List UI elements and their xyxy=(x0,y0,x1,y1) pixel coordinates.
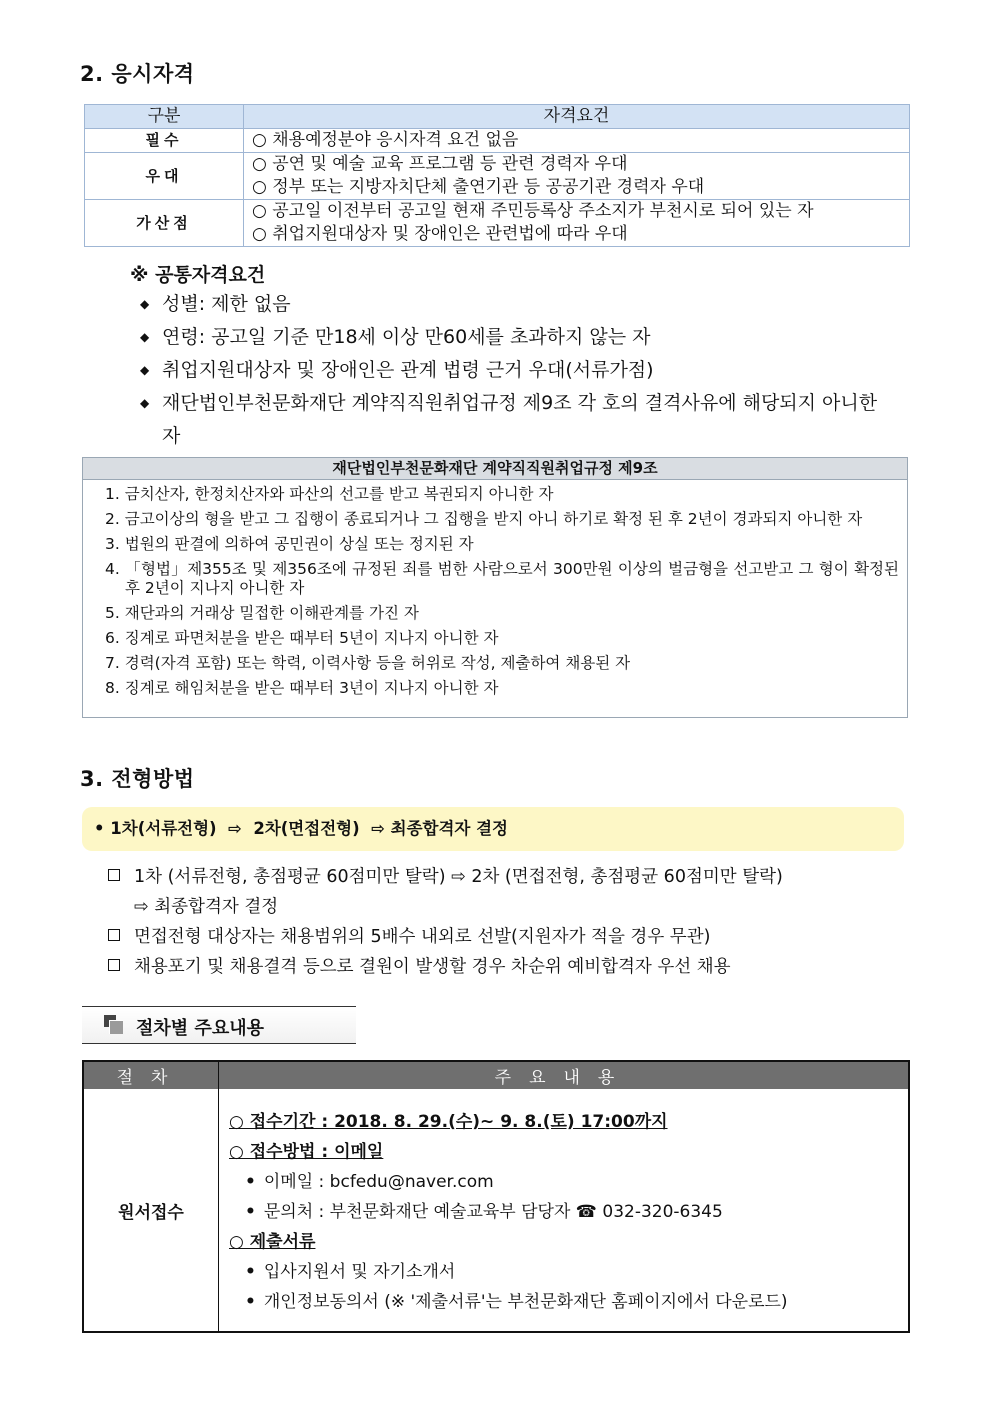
procedure-header xyxy=(82,1006,356,1044)
checkbox-square-icon xyxy=(108,929,120,941)
content-cell xyxy=(219,1089,910,1332)
list-item-text: 연령: 공고일 기준 만18세 이상 만60세를 초과하지 않는 자 xyxy=(162,326,651,348)
requirement-cell xyxy=(244,153,910,200)
stacked-squares-icon xyxy=(104,1015,122,1033)
diamond-bullet-icon: ◆ xyxy=(140,297,150,311)
step-cell: 원서접수 xyxy=(83,1089,219,1332)
note-item xyxy=(108,862,868,892)
requirement-line: ○ 공고일 이전부터 공고일 현재 주민등록상 주소지가 부천시로 되어 있는 자 xyxy=(252,201,814,221)
note-item xyxy=(108,922,868,952)
selection-notes xyxy=(108,862,868,982)
procedure-title: 절차별 주요내용 xyxy=(136,1018,264,1039)
procedure-table xyxy=(82,1060,910,1333)
qualification-row-preferred xyxy=(85,153,910,200)
requirement-cell xyxy=(244,200,910,247)
regulation-list xyxy=(83,480,907,701)
requirement-cell xyxy=(244,129,910,153)
application-method: ○ 접수방법 : 이메일 xyxy=(229,1142,384,1162)
checkbox-square-icon xyxy=(108,959,120,971)
diamond-bullet-icon: ◆ xyxy=(140,330,150,344)
application-period: ○ 접수기간 : 2018. 8. 29.(수)~ 9. 8.(토) 17:00까지 xyxy=(229,1112,668,1132)
category-cell: 가산점 xyxy=(85,200,244,247)
document-text: 개인정보동의서 (※ '제출서류'는 부천문화재단 홈페이지에서 다운로드) xyxy=(263,1292,788,1312)
header-step: 절차 xyxy=(83,1061,219,1089)
header-content: 주요내용 xyxy=(219,1061,910,1089)
procedure-header-row xyxy=(83,1061,909,1089)
requirement-line: ○ 취업지원대상자 및 장애인은 관련법에 따라 우대 xyxy=(252,224,628,244)
regulation-item: 2. 금고이상의 형을 받고 그 집행이 종료되거나 그 집행을 받지 아니 하기로 확정 된 후 2년이 경과되지 아니한 자 xyxy=(105,510,863,528)
regulation-title: 재단법인부천문화재단 계약직직원취업규정 제9조 xyxy=(83,458,907,480)
section2-title: 2. 응시자격 xyxy=(80,62,195,86)
common-requirements-title: ※ 공통자격요건 xyxy=(130,264,266,286)
requirement-line: ○ 공연 및 예술 교육 프로그램 등 관련 경력자 우대 xyxy=(252,154,628,174)
list-item xyxy=(140,354,900,387)
requirement-line: ○ 채용예정분야 응시자격 요건 없음 xyxy=(252,130,519,150)
selection-flow-text: • 1차(서류전형) ⇨ 2차(면접전형) ⇨ 최종합격자 결정 xyxy=(94,819,508,838)
regulation-item: 1. 금치산자, 한정치산자와 파산의 선고를 받고 복권되지 아니한 자 xyxy=(105,485,554,503)
list-item xyxy=(140,321,900,354)
requirement-line: ○ 정부 또는 지방자치단체 출연기관 등 공공기관 경력자 우대 xyxy=(252,177,705,197)
category-cell: 우대 xyxy=(85,153,244,200)
document-text: 입사지원서 및 자기소개서 xyxy=(263,1262,456,1282)
qualification-row-bonus xyxy=(85,200,910,247)
document-item: • 입사지원서 및 자기소개서 xyxy=(245,1262,456,1282)
regulation-item: 4. 「형법」제355조 및 제356조에 규정된 죄를 범한 사람으로서 300만원 이상의 벌금형을 선고받고 그 형이 확정된 후 2년이 지나지 아니한 자 xyxy=(105,560,899,597)
document-item: • 개인정보동의서 (※ '제출서류'는 부천문화재단 홈페이지에서 다운로드) xyxy=(245,1292,788,1312)
regulation-box xyxy=(82,457,908,718)
category-cell: 필수 xyxy=(85,129,244,153)
qualification-table xyxy=(84,104,910,247)
qualification-row-required xyxy=(85,129,910,153)
note-text: ⇨ 최종합격자 결정 xyxy=(134,897,279,917)
list-item-text: 재단법인부천문화재단 계약직직원취업규정 제9조 각 호의 결격사유에 해당되지 아니한 자 xyxy=(162,392,878,447)
section3-title: 3. 전형방법 xyxy=(80,767,195,791)
header-category: 구분 xyxy=(85,105,244,129)
note-item-continued xyxy=(108,892,868,922)
regulation-item: 8. 징계로 해임처분을 받은 때부터 3년이 지나지 아니한 자 xyxy=(105,679,499,697)
qualification-header-row xyxy=(85,105,910,129)
regulation-item: 5. 재단과의 거래상 밀접한 이해관계를 가진 자 xyxy=(105,604,419,622)
contact-text: 문의처 : 부천문화재단 예술교육부 담당자 ☎ 032-320-6345 xyxy=(263,1202,723,1222)
email-text: 이메일 : bcfedu@naver.com xyxy=(263,1172,494,1192)
diamond-bullet-icon: ◆ xyxy=(140,396,150,410)
regulation-item: 7. 경력(자격 포함) 또는 학력, 이력사항 등을 허위로 작성, 제출하여 채용된 자 xyxy=(105,654,631,672)
documents-title: ○ 제출서류 xyxy=(229,1232,316,1252)
note-item xyxy=(108,952,868,982)
list-item-text: 취업지원대상자 및 장애인은 관계 법령 근거 우대(서류가점) xyxy=(162,359,654,381)
list-item xyxy=(140,288,900,321)
selection-flow-box xyxy=(82,807,904,851)
diamond-bullet-icon: ◆ xyxy=(140,363,150,377)
regulation-item: 6. 징계로 파면처분을 받은 때부터 5년이 지나지 아니한 자 xyxy=(105,629,499,647)
note-text: 1차 (서류전형, 총점평균 60점미만 탈락) ⇨ 2차 (면접전형, 총점평균 60점미만 탈락) xyxy=(134,867,783,887)
contact-line: • 문의처 : 부천문화재단 예술교육부 담당자 ☎ 032-320-6345 xyxy=(245,1202,723,1222)
note-text: 면접전형 대상자는 채용범위의 5배수 내외로 선발(지원자가 적을 경우 무관) xyxy=(134,927,711,947)
list-item xyxy=(140,387,900,453)
header-requirement: 자격요건 xyxy=(244,105,910,129)
common-requirements-list xyxy=(140,288,900,453)
checkbox-square-icon xyxy=(108,869,120,881)
regulation-item: 3. 법원의 판결에 의하여 공민권이 상실 또는 정지된 자 xyxy=(105,535,474,553)
email-line: • 이메일 : bcfedu@naver.com xyxy=(245,1172,494,1192)
list-item-text: 성별: 제한 없음 xyxy=(162,293,291,315)
procedure-row xyxy=(83,1089,909,1332)
note-text: 채용포기 및 채용결격 등으로 결원이 발생할 경우 차순위 예비합격자 우선 채용 xyxy=(134,957,731,977)
